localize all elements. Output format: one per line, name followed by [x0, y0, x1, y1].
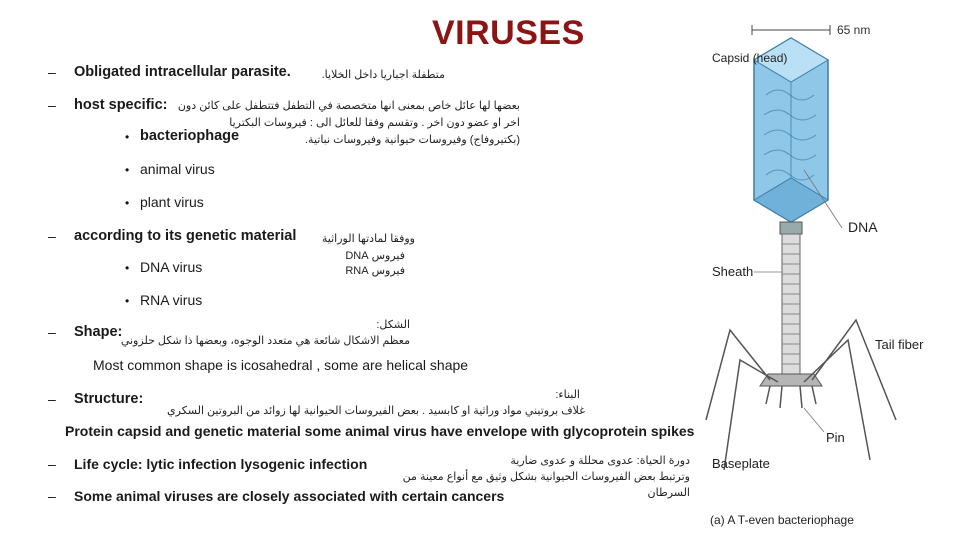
plant-virus-text: plant virus [140, 194, 204, 210]
dash-marker: – [48, 324, 56, 340]
rna-arabic: فيروس RNA [345, 265, 405, 277]
structure-text: Structure: [74, 391, 144, 407]
bullet-marker: • [125, 196, 130, 210]
obligated-arabic: متطفلة اجباريا داخل الخلايا. [321, 69, 445, 81]
cancer-arabic-1: وترتبط بعض الفيروسات الحيوانية بشكل وثيق مع أنواع معينة من [402, 471, 690, 483]
host-arabic-2: اخر او عضو دون اخر . وتقسم وفقا للعائل الى : فيروسات البكتريا [229, 117, 520, 129]
shape-english: Most common shape is icosahedral , some are helical shape [93, 357, 469, 373]
dash-marker: – [48, 488, 56, 504]
structure-arabic-1: البناء: [555, 389, 580, 401]
cancer-arabic-2: السرطان [647, 487, 690, 499]
shape-arabic-1: الشكل: [376, 319, 410, 331]
dash-marker: – [48, 391, 56, 407]
dash-marker: – [48, 228, 56, 244]
genetic-arabic: ووفقا لمادتها الوراثية [321, 233, 415, 245]
cancer-text: Some animal viruses are closely associated with certain cancers [74, 488, 505, 504]
pin-label: Pin [826, 430, 845, 445]
dash-marker: – [48, 97, 56, 113]
pins [766, 386, 816, 408]
sheath-label: Sheath [712, 264, 754, 279]
capsid-label: Capsid (head) [712, 51, 788, 65]
host-specific-text: host specific: [74, 97, 168, 113]
bullet-marker: • [125, 294, 130, 308]
bacteriophage-figure [700, 0, 958, 540]
scale-label: 65 nm [837, 23, 871, 37]
life-cycle-text: Life cycle: lytic infection lysogenic infection [74, 456, 368, 472]
genetic-material-text: according to its genetic material [74, 228, 297, 244]
shape-arabic-2: معظم الاشكال شائعة هي متعدد الوجوه، وبعضها ذا شكل حلزوني [120, 335, 410, 347]
dna-virus-text: DNA virus [140, 259, 203, 275]
bacteriophage-text: bacteriophage [140, 128, 240, 144]
slide-title: VIRUSES [432, 14, 585, 52]
obligated-text: Obligated intracellular parasite. [74, 64, 291, 80]
figure-caption: (a) A T-even bacteriophage [710, 513, 854, 527]
life-cycle-arabic: دورة الحياة: عدوى محللة و عدوى ضارية [510, 455, 690, 467]
animal-virus-text: animal virus [140, 161, 215, 177]
dash-marker: – [48, 64, 56, 80]
structure-english: Protein capsid and genetic material some animal virus have envelope with glycoprotein spikes [65, 423, 695, 439]
host-arabic-3: (بكتيروفاج) وفيروسات حيوانية وفيروسات نباتية. [304, 134, 520, 146]
dna-arabic: فيروس DNA [345, 250, 405, 262]
tail-fiber-label: Tail fiber [875, 337, 924, 352]
pin-leader [804, 408, 824, 432]
collar [780, 222, 802, 234]
dash-marker: – [48, 456, 56, 472]
baseplate-label: Baseplate [712, 456, 770, 471]
bullet-marker: • [125, 130, 130, 144]
shape-text: Shape: [74, 324, 123, 340]
rna-virus-text: RNA virus [140, 292, 203, 308]
host-arabic-1: بعضها لها عائل خاص بمعنى انها متخصصة في التطفل فتتطفل على كائن دون [177, 100, 520, 112]
bullet-marker: • [125, 261, 130, 275]
bullet-marker: • [125, 163, 130, 177]
structure-arabic-2: غلاف بروتيني مواد وراثية او كابسيد . بعض الفيروسات الحيوانية لها زوائد من البروتين السكري [167, 405, 585, 417]
dna-label: DNA [848, 219, 878, 235]
